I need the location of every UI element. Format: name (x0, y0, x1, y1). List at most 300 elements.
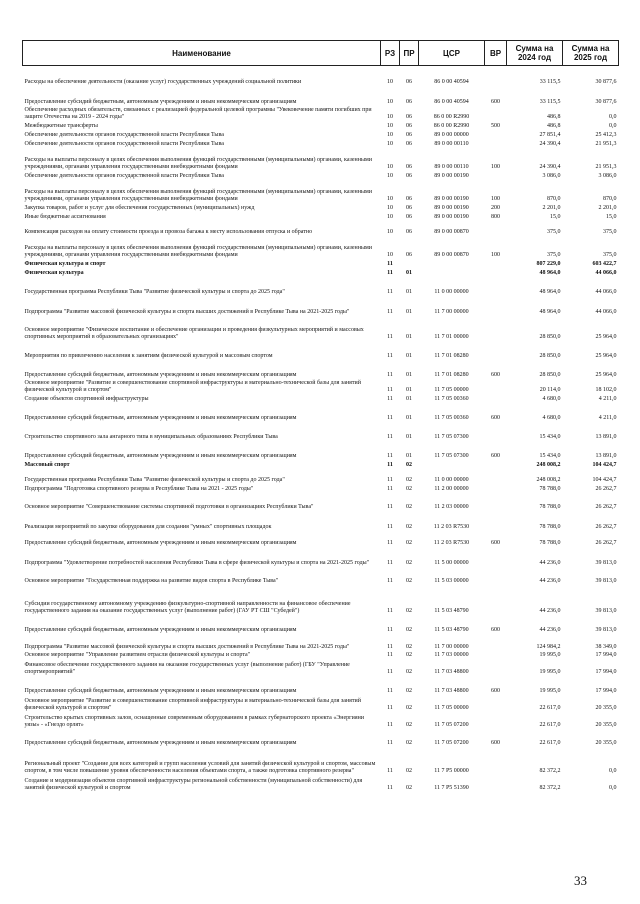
row-pr: 01 (406, 352, 412, 359)
row-sum-2025: 25 412,3 (595, 131, 617, 138)
row-rz: 11 (387, 288, 393, 295)
row-csr: 11 7 05 00000 (434, 386, 469, 393)
row-sum-2024: 44 236,0 (539, 559, 561, 566)
row-vr (485, 511, 507, 531)
row-name: Строительство спортивного зала ангарного типа в муниципальных образованиях Республики Тыва (24, 433, 278, 440)
row-pr: 01 (406, 308, 412, 315)
row-name: Создание объектов спортивной инфраструктуры (24, 395, 149, 402)
row-sum-2025: 44 066,0 (595, 308, 617, 315)
row-csr: 11 7 03 00000 (434, 651, 469, 658)
row-csr: 86 0 00 40594 (434, 98, 469, 105)
row-vr: 600 (491, 539, 500, 546)
row-sum-2025: 25 964,0 (595, 371, 617, 378)
header-sum-2024: Сумма на 2024 год (507, 41, 563, 66)
row-pr: 01 (406, 371, 412, 378)
table-row (23, 531, 619, 547)
row-sum-2025: 39 813,0 (595, 559, 617, 566)
row-rz: 11 (387, 687, 393, 694)
row-name: Предоставление субсидий бюджетным, автономным учреждениям и иным некоммерческим организациям (24, 371, 297, 378)
row-csr: 11 7 05 07200 (434, 721, 469, 728)
table-row (23, 460, 619, 469)
row-pr: 02 (406, 704, 412, 711)
row-csr: 89 0 00 00190 (434, 204, 469, 211)
row-vr (485, 585, 507, 615)
row-rz: 11 (387, 260, 393, 267)
table-body (23, 66, 619, 792)
row-name: Предоставление субсидий бюджетным, автономным учреждениям и иным некоммерческим организациям (24, 687, 297, 694)
row-rz: 11 (387, 395, 393, 402)
row-pr: 02 (406, 767, 412, 774)
row-sum-2024: 15 434,0 (539, 433, 561, 440)
row-pr: 01 (406, 395, 412, 402)
table-row (23, 360, 619, 379)
table-row (23, 676, 619, 695)
row-sum-2024: 48 964,0 (539, 269, 561, 276)
row-csr: 86 0 00 R2990 (433, 122, 470, 129)
row-csr: 11 7 00 00000 (434, 308, 469, 315)
row-vr: 200 (491, 204, 500, 211)
row-sum-2025: 26 262,7 (595, 503, 617, 510)
row-name: Предоставление субсидий бюджетным, автономным учреждениям и иным некоммерческим организациям (24, 739, 297, 746)
row-vr: 600 (491, 626, 500, 633)
row-sum-2024: 19 995,0 (539, 687, 561, 694)
table-row (23, 341, 619, 360)
row-csr: 89 0 00 00870 (434, 228, 469, 235)
row-sum-2024: 486,8 (547, 113, 561, 120)
row-csr: 11 7 01 08280 (434, 371, 469, 378)
row-sum-2024: 28 850,0 (539, 371, 561, 378)
row-pr: 02 (406, 559, 412, 566)
row-rz: 11 (387, 721, 393, 728)
row-sum-2024: 124 984,2 (536, 643, 561, 650)
row-sum-2025: 375,0 (603, 251, 617, 258)
row-pr: 02 (406, 721, 412, 728)
table-row (23, 268, 619, 277)
row-pr: 02 (406, 784, 412, 791)
table-row (23, 180, 619, 203)
row-sum-2025: 375,0 (603, 228, 617, 235)
row-vr (485, 221, 507, 236)
table-row (23, 139, 619, 148)
row-vr (485, 567, 507, 585)
row-rz: 10 (387, 163, 393, 170)
row-name: Обеспечение деятельности органов государственной власти Республики Тыва (24, 131, 224, 138)
row-name: Предоставление субсидий бюджетным, автономным учреждениям и иным некоммерческим организациям (24, 452, 297, 459)
table-row (23, 171, 619, 180)
row-csr: 11 7 P5 00000 (434, 767, 469, 774)
row-rz: 11 (387, 485, 393, 492)
row-sum-2025: 20 355,0 (595, 721, 617, 728)
row-sum-2024: 375,0 (547, 228, 561, 235)
row-csr: 11 5 00 00000 (434, 559, 469, 566)
row-name: Обеспечение деятельности органов государственной власти Республики Тыва (24, 172, 224, 179)
row-vr (485, 130, 507, 139)
row-csr (419, 460, 485, 469)
row-sum-2025: 0,0 (609, 784, 617, 791)
row-rz: 11 (387, 767, 393, 774)
row-csr: 11 7 01 08280 (434, 352, 469, 359)
page-number: 33 (574, 873, 587, 888)
row-sum-2025: 25 964,0 (595, 352, 617, 359)
row-name: Основное мероприятие "Государственная поддержка на развитие видов спорта в Республике Тыва" (24, 577, 279, 584)
row-rz: 11 (387, 503, 393, 510)
row-csr: 11 7 05 07200 (434, 739, 469, 746)
header-name: Наименование (23, 41, 381, 66)
row-name: Расходы на выплаты персоналу в целях обеспечения выполнения функций государственными (муниципальными) органами, казенными учреждениями, органами управления государственными внебюджетными фондами (24, 156, 372, 170)
table-row (23, 316, 619, 341)
row-vr (485, 493, 507, 511)
row-rz: 11 (387, 607, 393, 614)
row-csr: 89 0 00 00190 (434, 195, 469, 202)
row-pr: 02 (406, 739, 412, 746)
table-row (23, 148, 619, 171)
row-name: Региональный проект "Создание для всех категорий и групп населения условий для занятий физической культурой и спортом, массовым спортом, в том числе повышение уровня обеспеченности населения объектами спорта, а также подготовка спортивного резерва" (24, 760, 376, 774)
table-row (23, 403, 619, 422)
row-name: Компенсация расходов на оплату стоимости проезда и провоза багажа к месту использования отпуска и обратно (24, 228, 313, 235)
table-row (23, 221, 619, 236)
row-name: Субсидии государственному автономному учреждению физкультурно-спортивной направленности на финансовое обеспечение государственного задания на оказание государственных услуг (выполнение работ) (ГАУ РТ СШ "Субедей") (24, 600, 351, 614)
row-sum-2025: 39 813,0 (595, 626, 617, 633)
row-sum-2024: 3 086,0 (542, 172, 561, 179)
row-vr (485, 139, 507, 148)
row-rz: 11 (387, 668, 393, 675)
row-pr: 06 (406, 195, 412, 202)
row-vr (485, 66, 507, 86)
row-csr: 11 5 03 48790 (434, 607, 469, 614)
row-vr (485, 460, 507, 469)
row-sum-2025: 603 422,7 (592, 260, 617, 267)
row-pr: 01 (406, 333, 412, 340)
row-sum-2024: 22 617,0 (539, 739, 561, 746)
row-rz: 10 (387, 213, 393, 220)
row-vr (485, 651, 507, 659)
row-sum-2024: 78 788,0 (539, 539, 561, 546)
row-csr: 89 0 00 00000 (434, 131, 469, 138)
table-row (23, 106, 619, 121)
row-pr: 01 (406, 269, 412, 276)
row-csr: 89 0 00 00190 (434, 213, 469, 220)
table-row (23, 259, 619, 268)
header-rz: РЗ (381, 41, 400, 66)
row-vr (485, 422, 507, 441)
row-rz: 10 (387, 122, 393, 129)
row-name: Подпрограмма "Подготовка спортивного резерва в Республике Тыва на 2021 - 2025 годы" (24, 485, 254, 492)
row-sum-2024: 870,0 (547, 195, 561, 202)
row-name: Физическая культура (24, 269, 84, 276)
row-sum-2024: 78 788,0 (539, 485, 561, 492)
row-name: Иные бюджетные ассигнования (24, 213, 106, 220)
row-rz: 11 (387, 352, 393, 359)
budget-table (22, 40, 619, 792)
row-vr: 600 (491, 371, 500, 378)
row-sum-2025: 870,0 (603, 195, 617, 202)
row-vr (485, 747, 507, 775)
row-rz: 11 (387, 452, 393, 459)
row-rz: 11 (387, 371, 393, 378)
row-rz: 10 (387, 98, 393, 105)
row-csr: 11 0 00 00000 (434, 476, 469, 483)
row-sum-2024: 27 851,4 (539, 131, 561, 138)
row-vr (485, 106, 507, 121)
row-sum-2024: 44 236,0 (539, 577, 561, 584)
row-csr: 89 0 00 00110 (434, 140, 469, 147)
row-pr: 06 (406, 204, 412, 211)
row-rz: 11 (387, 433, 393, 440)
row-sum-2025: 13 891,0 (595, 452, 617, 459)
table-row (23, 296, 619, 316)
row-vr (485, 259, 507, 268)
row-pr: 06 (406, 78, 412, 85)
table-row (23, 484, 619, 493)
row-name: Закупка товаров, работ и услуг для обеспечения государственных (муниципальных) нужд (24, 204, 255, 211)
row-sum-2024: 807 229,0 (536, 260, 561, 267)
row-name: Обеспечение расходных обязательств, связанных с реализацией федеральной целевой программы "Увековечение памяти погибших при защите Отечества на 2019 - 2024 годы" (24, 106, 372, 120)
table-header (23, 41, 619, 66)
row-csr: 11 7 03 48800 (434, 668, 469, 675)
row-pr: 01 (406, 288, 412, 295)
row-pr: 02 (406, 643, 412, 650)
row-sum-2025: 104 424,7 (592, 476, 617, 483)
header-sum-2025: Сумма на 2025 год (563, 41, 619, 66)
row-name: Предоставление субсидий бюджетным, автономным учреждениям и иным некоммерческим организациям (24, 414, 297, 421)
row-sum-2024: 82 372,2 (539, 784, 561, 791)
row-rz: 10 (387, 140, 393, 147)
row-sum-2025: 30 877,6 (595, 78, 617, 85)
row-csr: 11 2 03 R7530 (433, 523, 470, 530)
row-csr: 89 0 00 00870 (434, 251, 469, 258)
row-sum-2025: 0,0 (609, 113, 617, 120)
row-vr (485, 659, 507, 676)
row-vr (485, 171, 507, 180)
row-name: Обеспечение деятельности органов государственной власти Республики Тыва (24, 140, 224, 147)
row-pr: 02 (406, 461, 412, 468)
row-pr: 02 (406, 668, 412, 675)
row-sum-2024: 24 390,4 (539, 140, 561, 147)
row-pr: 06 (406, 251, 412, 258)
row-rz: 10 (387, 78, 393, 85)
table-row (23, 634, 619, 651)
row-sum-2024: 4 680,0 (542, 395, 561, 402)
row-sum-2024: 375,0 (547, 251, 561, 258)
row-name: Основное мероприятие "Развитие и совершенствование спортивной инфраструктуры и материально-технической базы для занятий физической культурой и спортом" (24, 379, 361, 393)
table-row (23, 203, 619, 212)
row-name: Основное мероприятие "Физическое воспитание и обеспечение организации и проведения физкультурных мероприятий и массовых спортивных мероприятий в образовательных организациях" (24, 326, 364, 340)
row-sum-2024: 19 995,0 (539, 651, 561, 658)
table-row (23, 547, 619, 567)
row-pr: 01 (406, 386, 412, 393)
row-pr: 02 (406, 687, 412, 694)
row-name: Межбюджетные трансферты (24, 122, 98, 129)
row-vr: 100 (491, 163, 500, 170)
table-row (23, 651, 619, 659)
row-csr: 89 0 00 00110 (434, 163, 469, 170)
row-pr: 01 (406, 414, 412, 421)
table-row (23, 567, 619, 585)
row-sum-2025: 17 994,0 (595, 687, 617, 694)
row-csr: 11 5 03 00000 (434, 577, 469, 584)
row-csr: 86 0 00 R2990 (433, 113, 470, 120)
row-csr (419, 268, 485, 277)
row-name: Государственная программа Республики Тыва "Развитие физической культуры и спорта до 2025 года" (24, 476, 285, 483)
row-pr: 02 (406, 626, 412, 633)
row-sum-2025: 26 262,7 (595, 539, 617, 546)
row-rz: 11 (387, 523, 393, 530)
row-sum-2025: 39 813,0 (595, 577, 617, 584)
row-rz: 11 (387, 643, 393, 650)
row-sum-2025: 25 964,0 (595, 333, 617, 340)
row-name: Мероприятия по привлечению населения к занятиям физической культурой и массовым спортом (24, 352, 273, 359)
row-vr (485, 341, 507, 360)
row-vr: 800 (491, 213, 500, 220)
row-rz: 11 (387, 626, 393, 633)
row-sum-2024: 44 236,0 (539, 607, 561, 614)
row-sum-2025: 21 951,3 (595, 163, 617, 170)
row-vr (485, 379, 507, 394)
row-rz: 10 (387, 195, 393, 202)
table-row (23, 441, 619, 460)
row-sum-2024: 15 434,0 (539, 452, 561, 459)
table-row (23, 469, 619, 484)
row-pr: 06 (406, 172, 412, 179)
row-name: Финансовое обеспечение государственного задания на оказание государственных услуг (выполнение работ) (ГБУ "Управление спортмероприятий" (24, 661, 350, 675)
row-vr (485, 268, 507, 277)
row-sum-2024: 22 617,0 (539, 721, 561, 728)
row-rz: 10 (387, 251, 393, 258)
row-csr: 11 7 05 07300 (434, 452, 469, 459)
row-rz: 11 (387, 704, 393, 711)
row-name: Подпрограмма "Удовлетворение потребностей населения Республики Тыва в сфере физической культуры и спорта на 2021-2025 годы" (24, 559, 370, 566)
row-rz: 11 (387, 577, 393, 584)
row-rz: 11 (387, 308, 393, 315)
table-row (23, 66, 619, 86)
row-sum-2024: 4 680,0 (542, 414, 561, 421)
row-pr: 06 (406, 113, 412, 120)
row-csr: 11 7 05 00000 (434, 704, 469, 711)
row-sum-2025: 4 211,0 (598, 414, 617, 421)
row-sum-2025: 44 066,0 (595, 269, 617, 276)
row-name: Основное мероприятие "Развитие и совершенствование спортивной инфраструктуры и материально-технической базы для занятий физической культурой и спортом" (24, 697, 361, 711)
row-name: Государственная программа Республики Тыва "Развитие физической культуры и спорта до 2025 года" (24, 288, 285, 295)
table-row (23, 493, 619, 511)
row-rz: 10 (387, 113, 393, 120)
row-rz: 11 (387, 651, 393, 658)
row-pr: 01 (406, 452, 412, 459)
row-csr: 11 7 P5 51390 (434, 784, 469, 791)
row-sum-2024: 2 201,0 (542, 204, 561, 211)
row-rz: 11 (387, 386, 393, 393)
table-row (23, 422, 619, 441)
row-vr (485, 394, 507, 403)
row-csr: 11 2 03 00000 (434, 503, 469, 510)
row-sum-2024: 486,8 (547, 122, 561, 129)
row-pr (400, 259, 419, 268)
row-vr: 600 (491, 98, 500, 105)
row-sum-2024: 28 850,0 (539, 333, 561, 340)
row-vr (485, 712, 507, 729)
row-csr: 89 0 00 00190 (434, 172, 469, 179)
row-vr: 100 (491, 251, 500, 258)
row-sum-2025: 38 349,0 (595, 643, 617, 650)
row-name: Подпрограмма "Развитие массовой физической культуры и спорта высших достижений в Республике Тыва на 2021-2025 годы" (24, 643, 350, 650)
row-vr (485, 634, 507, 651)
row-csr: 11 0 00 00000 (434, 288, 469, 295)
row-name: Расходы на выплаты персоналу в целях обеспечения выполнения функций государственными (муниципальными) органами, казенными учреждениями, органами управления государственными внебюджетными фондами (24, 244, 372, 258)
table-row (23, 695, 619, 712)
row-rz: 11 (387, 333, 393, 340)
table-row (23, 212, 619, 221)
row-rz: 10 (387, 172, 393, 179)
table-row (23, 511, 619, 531)
header-pr: ПР (400, 41, 419, 66)
row-sum-2025: 4 211,0 (598, 395, 617, 402)
row-rz: 10 (387, 228, 393, 235)
row-vr (485, 775, 507, 792)
row-rz: 11 (387, 269, 393, 276)
row-sum-2025: 26 262,7 (595, 523, 617, 530)
row-name: Подпрограмма "Развитие массовой физической культуры и спорта высших достижений в Республике Тыва на 2021-2025 годы" (24, 308, 350, 315)
table-row (23, 394, 619, 403)
header-csr: ЦСР (419, 41, 485, 66)
row-rz: 11 (387, 784, 393, 791)
row-pr: 02 (406, 607, 412, 614)
row-rz: 11 (387, 461, 393, 468)
row-vr: 600 (491, 452, 500, 459)
row-vr (485, 547, 507, 567)
row-pr: 06 (406, 228, 412, 235)
row-vr (485, 469, 507, 484)
row-pr: 06 (406, 131, 412, 138)
row-csr: 11 2 03 R7530 (433, 539, 470, 546)
table-row (23, 130, 619, 139)
row-vr (485, 316, 507, 341)
row-sum-2024: 15,0 (550, 213, 561, 220)
row-sum-2024: 20 114,0 (539, 386, 561, 393)
table-row (23, 277, 619, 296)
table-row (23, 615, 619, 634)
row-sum-2025: 20 355,0 (595, 739, 617, 746)
row-csr (419, 259, 485, 268)
table-row (23, 585, 619, 615)
row-sum-2025: 0,0 (609, 122, 617, 129)
row-csr: 11 7 05 00360 (434, 395, 469, 402)
table-row (23, 747, 619, 775)
row-rz: 11 (387, 539, 393, 546)
row-sum-2025: 17 994,0 (595, 668, 617, 675)
row-sum-2024: 48 964,0 (539, 288, 561, 295)
table-row (23, 729, 619, 747)
row-sum-2024: 24 390,4 (539, 163, 561, 170)
row-sum-2024: 78 788,0 (539, 503, 561, 510)
table-row (23, 712, 619, 729)
row-sum-2025: 2 201,0 (598, 204, 617, 211)
row-pr: 02 (406, 485, 412, 492)
row-sum-2024: 33 115,5 (539, 98, 561, 105)
row-sum-2025: 3 086,0 (598, 172, 617, 179)
row-sum-2025: 0,0 (609, 767, 617, 774)
row-pr: 01 (406, 433, 412, 440)
row-name: Предоставление субсидий бюджетным, автономным учреждениям и иным некоммерческим организациям (24, 626, 297, 633)
row-sum-2024: 28 850,0 (539, 352, 561, 359)
row-csr: 11 5 03 48790 (434, 626, 469, 633)
row-vr: 100 (491, 195, 500, 202)
row-vr: 600 (491, 739, 500, 746)
row-name: Создание и модернизация объектов спортивной инфраструктуры региональной собственности (муниципальной собственности) для занятий физической культурой и спортом (24, 777, 363, 791)
row-rz: 10 (387, 204, 393, 211)
row-sum-2024: 19 995,0 (539, 668, 561, 675)
row-sum-2025: 17 994,0 (595, 651, 617, 658)
row-sum-2025: 20 355,0 (595, 704, 617, 711)
row-vr: 500 (491, 122, 500, 129)
